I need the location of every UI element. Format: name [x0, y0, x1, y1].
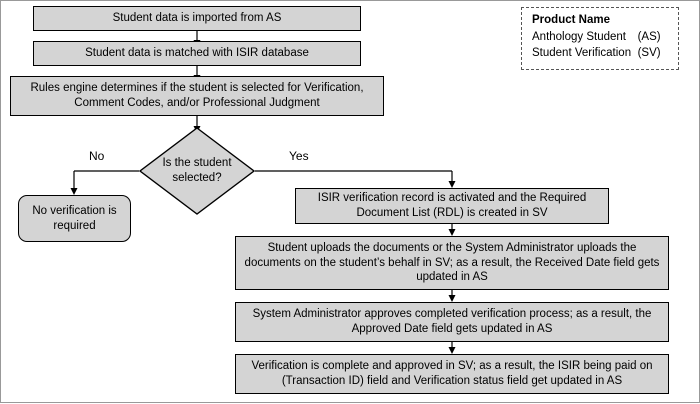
legend-product-name [521, 7, 679, 70]
node-rules-engine-label: Rules engine determines if the student is selected for Verification, Comment Codes, and/or Professional Judgment [30, 82, 364, 109]
node-student-uploads [235, 236, 669, 290]
legend-abbr-label: (SV) [637, 46, 661, 59]
node-decision [139, 127, 255, 215]
node-admin-approves-label: System Administrator approves completed verification process; as a result, the Approved Date field gets updated in AS [252, 308, 652, 335]
legend-product-label: Student Verification [532, 46, 632, 59]
node-verification-complete-label: Verification is complete and approved in SV; as a result, the ISIR being paid on (Transaction ID) field and Verification status field get updated in AS [251, 360, 653, 387]
legend-product-label: Anthology Student [532, 31, 626, 43]
node-isir-record [295, 188, 609, 224]
edge-label-yes: Yes [289, 149, 309, 163]
legend-row [532, 46, 668, 62]
node-admin-approves [235, 302, 669, 342]
node-no-verification [18, 195, 131, 242]
legend-row [532, 30, 668, 46]
node-isir-record-label: ISIR verification record is activated and the Required Document List (RDL) is created in SV [317, 192, 587, 219]
node-student-uploads-label: Student uploads the documents or the System Administrator uploads the documents on the student’s behalf in SV; as a result, the Received Date field gets updated in AS [244, 241, 660, 284]
node-match-label: Student data is matched with ISIR database [85, 47, 309, 60]
node-decision-label: Is the student selected? [162, 157, 232, 184]
node-import-label: Student data is imported from AS [112, 12, 282, 25]
node-import [33, 6, 361, 31]
node-rules-engine [10, 76, 384, 116]
legend-title: Product Name [532, 14, 610, 26]
node-no-verification-label: No verification is required [32, 204, 117, 232]
edge-label-no: No [89, 149, 105, 163]
legend-abbr-label: (AS) [637, 31, 661, 43]
node-match [33, 41, 361, 66]
node-verification-complete [235, 354, 669, 394]
